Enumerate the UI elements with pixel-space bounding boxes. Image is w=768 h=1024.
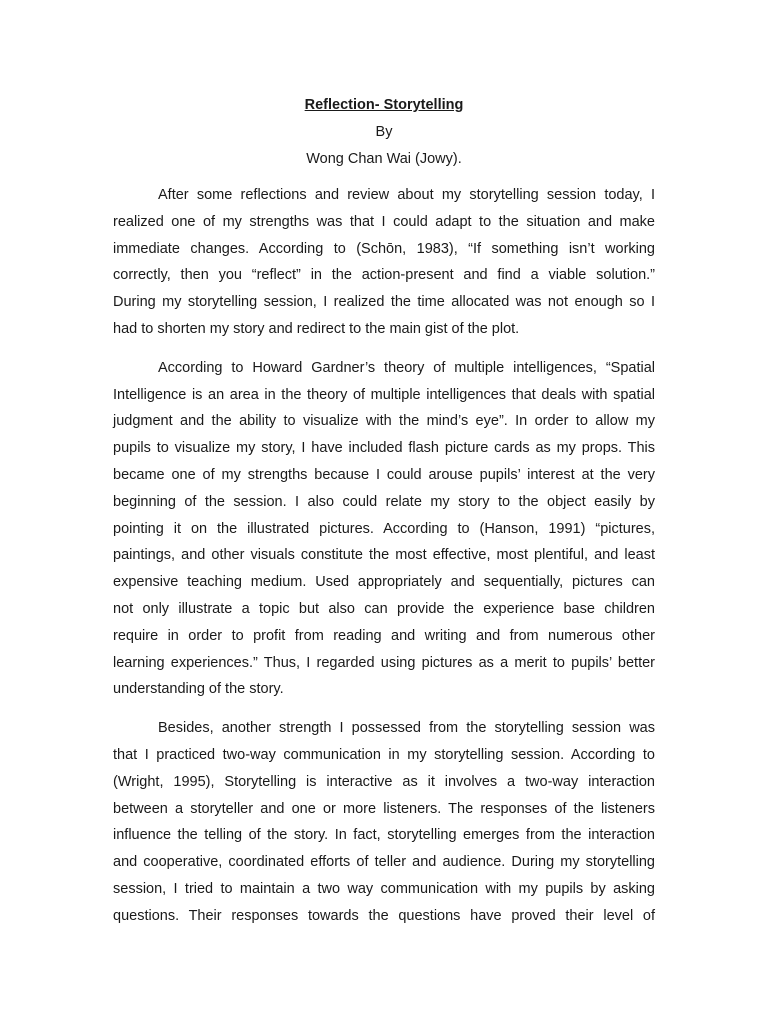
text-line: influence the telling of the story. In fact, storytelling emerges from the interaction xyxy=(113,827,655,844)
text-line: learning experiences.” Thus, I regarded using pictures as a merit to pupils’ better xyxy=(113,654,655,671)
document-title: Reflection- Storytelling xyxy=(304,97,464,113)
paragraph-3 xyxy=(113,715,655,929)
text-line: pointing it on the illustrated pictures. According to (Hanson, 1991) “pictures, xyxy=(113,520,655,537)
paragraph-2 xyxy=(113,355,655,703)
text-line: and cooperative, coordinated efforts of teller and audience. During my storytelling xyxy=(113,854,655,871)
paragraph-1 xyxy=(113,182,655,343)
text-line: require in order to profit from reading and writing and from numerous other xyxy=(113,627,655,644)
text-line: Intelligence is an area in the theory of multiple intelligences that deals with spatial xyxy=(113,386,655,403)
text-line: Besides, another strength I possessed from the storytelling session was xyxy=(158,720,655,737)
document-body xyxy=(113,182,655,942)
text-line: not only illustrate a topic but also can provide the experience base children xyxy=(113,600,655,617)
text-line: had to shorten my story and redirect to the main gist of the plot. xyxy=(113,320,520,337)
text-line: immediate changes. According to (Schōn, 1983), “If something isn’t working xyxy=(113,240,655,257)
text-line: After some reflections and review about my storytelling session today, I xyxy=(158,187,655,203)
text-line: According to Howard Gardner’s theory of multiple intelligences, “Spatial xyxy=(158,359,655,376)
text-line: became one of my strengths because I could arouse pupils’ interest at the very xyxy=(113,466,655,483)
text-line: pupils to visualize my story, I have included flash picture cards as my props. This xyxy=(113,440,655,457)
text-line: between a storyteller and one or more listeners. The responses of the listeners xyxy=(113,800,655,817)
text-line: expensive teaching medium. Used appropriately and sequentially, pictures can xyxy=(113,574,655,591)
text-line: correctly, then you “reflect” in the action-present and find a viable solution.” xyxy=(113,267,655,284)
text-line: realized one of my strengths was that I could adapt to the situation and make xyxy=(113,213,655,230)
text-line: session, I tried to maintain a two way communication with my pupils by asking xyxy=(113,880,655,897)
text-line: that I practiced two-way communication in my storytelling session. According to xyxy=(113,746,655,763)
text-line: During my storytelling session, I realized the time allocated was not enough so I xyxy=(113,294,655,311)
text-line: understanding of the story. xyxy=(113,681,284,698)
by-line: By xyxy=(375,124,393,140)
text-line: (Wright, 1995), Storytelling is interactive as it involves a two-way interaction xyxy=(113,773,655,790)
title-block xyxy=(0,92,768,173)
text-line: questions. Their responses towards the questions have proved their level of xyxy=(113,907,655,924)
author-name: Wong Chan Wai (Jowy). xyxy=(306,151,462,167)
text-line: paintings, and other visuals constitute the most effective, most plentiful, and least xyxy=(113,547,655,564)
text-line: beginning of the session. I also could relate my story to the object easily by xyxy=(113,493,655,510)
text-line: judgment and the ability to visualize with the mind’s eye”. In order to allow my xyxy=(113,413,655,430)
